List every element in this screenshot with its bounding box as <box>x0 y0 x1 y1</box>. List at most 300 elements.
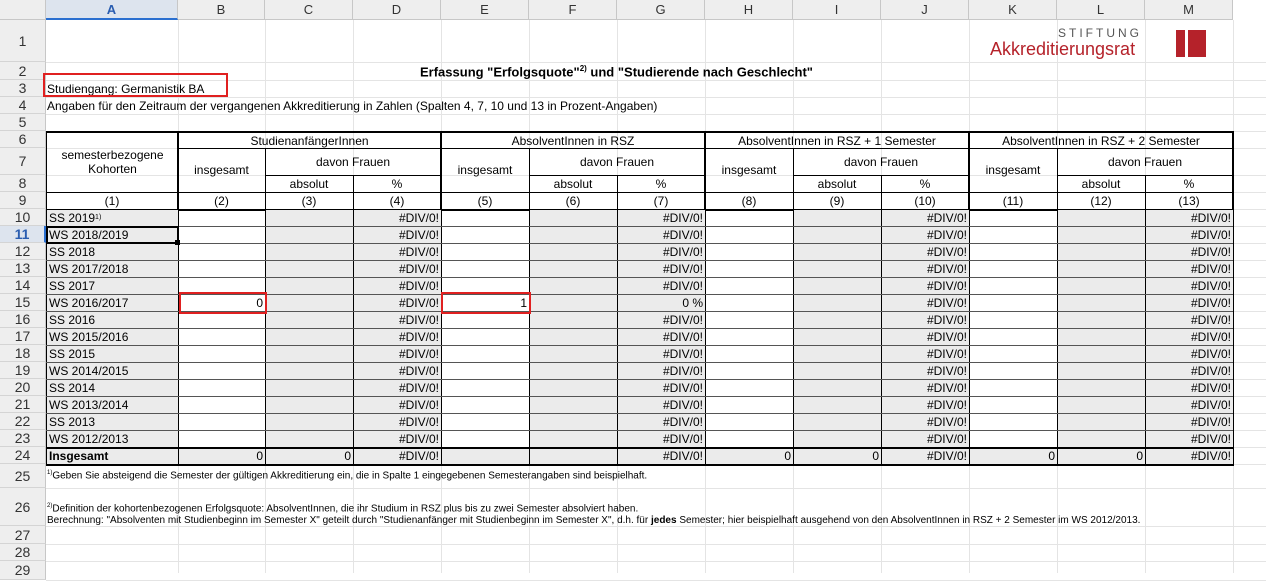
data-cell[interactable]: #DIV/0! <box>1190 244 1231 259</box>
period-description: Angaben für den Zeitraum der vergangenen Akkreditierung in Zahlen (Spalten 4, 7, 10 und 13 in Prozent-Angaben) <box>47 99 658 113</box>
total-cell[interactable]: 0 <box>1048 448 1055 463</box>
row-header-24[interactable]: 24 <box>0 447 46 464</box>
data-cell[interactable]: #DIV/0! <box>1190 431 1231 446</box>
data-cell[interactable]: #DIV/0! <box>926 278 967 293</box>
cohort-label-text: WS 2014/2015 <box>49 363 129 378</box>
total-cell[interactable] <box>529 447 617 464</box>
row-header-9[interactable]: 9 <box>0 192 46 209</box>
data-cell[interactable] <box>265 226 353 243</box>
data-cell[interactable] <box>441 226 529 243</box>
data-cell[interactable] <box>178 226 265 243</box>
data-cell[interactable]: #DIV/0! <box>1190 210 1231 225</box>
data-cell[interactable] <box>529 396 617 413</box>
column-number-2: (2) <box>214 193 229 208</box>
header-group-2: AbsolventInnen in RSZ <box>511 133 635 148</box>
data-cell[interactable] <box>1057 311 1145 328</box>
data-cell[interactable] <box>793 277 881 294</box>
data-cell[interactable]: #DIV/0! <box>1190 346 1231 361</box>
data-cell[interactable]: #DIV/0! <box>662 414 703 429</box>
data-cell[interactable]: #DIV/0! <box>662 210 703 225</box>
grid-line-horizontal <box>46 561 1266 562</box>
data-cell[interactable] <box>178 379 265 396</box>
data-cell[interactable]: #DIV/0! <box>926 431 967 446</box>
column-header-l[interactable]: L <box>1057 0 1145 20</box>
data-cell[interactable]: #DIV/0! <box>662 346 703 361</box>
data-cell[interactable] <box>705 379 793 396</box>
data-cell[interactable]: 1 <box>520 295 527 310</box>
data-cell[interactable]: #DIV/0! <box>662 431 703 446</box>
data-cell[interactable]: #DIV/0! <box>926 312 967 327</box>
header-absolut: absolut <box>817 176 857 191</box>
data-cell[interactable] <box>178 209 265 226</box>
header-group-1: StudienanfängerInnen <box>250 133 369 148</box>
data-cell[interactable] <box>705 226 793 243</box>
data-cell[interactable] <box>793 328 881 345</box>
data-cell[interactable] <box>441 260 529 277</box>
data-cell[interactable] <box>705 243 793 260</box>
data-cell[interactable] <box>1057 209 1145 226</box>
row-header-15[interactable]: 15 <box>0 294 46 311</box>
data-cell[interactable] <box>265 362 353 379</box>
data-cell[interactable] <box>793 345 881 362</box>
cohort-label[interactable] <box>47 311 178 328</box>
data-cell[interactable]: #DIV/0! <box>1190 312 1231 327</box>
data-cell[interactable]: #DIV/0! <box>1190 227 1231 242</box>
cohort-label[interactable] <box>47 396 178 413</box>
data-cell[interactable]: #DIV/0! <box>926 329 967 344</box>
column-header-h[interactable]: H <box>705 0 793 20</box>
data-cell[interactable] <box>969 413 1057 430</box>
total-cell[interactable]: 0 <box>344 448 351 463</box>
data-cell[interactable] <box>529 260 617 277</box>
footnote-3-bold: jedes <box>650 515 677 526</box>
total-row-top <box>46 447 1233 449</box>
data-cell[interactable] <box>529 294 617 311</box>
header-absolut: absolut <box>553 176 593 191</box>
data-cell[interactable]: #DIV/0! <box>662 397 703 412</box>
data-cell[interactable]: #DIV/0! <box>398 414 439 429</box>
cohort-label-text: SS 2018 <box>49 244 96 259</box>
data-cell[interactable]: #DIV/0! <box>1190 380 1231 395</box>
data-cell[interactable] <box>529 413 617 430</box>
data-cell[interactable] <box>178 328 265 345</box>
data-cell[interactable] <box>1057 226 1145 243</box>
grid-line-horizontal <box>46 488 1266 489</box>
data-cell[interactable]: #DIV/0! <box>398 363 439 378</box>
data-cell[interactable]: 0 % <box>682 295 703 310</box>
data-cell[interactable] <box>529 379 617 396</box>
column-header-d[interactable]: D <box>353 0 441 20</box>
grid-line-horizontal <box>46 62 1266 63</box>
data-cell[interactable] <box>793 362 881 379</box>
data-cell[interactable] <box>265 209 353 226</box>
data-cell[interactable]: #DIV/0! <box>398 312 439 327</box>
title-main: Erfassung "Erfolgsquote" <box>420 64 580 80</box>
data-cell[interactable] <box>1057 294 1145 311</box>
data-cell[interactable] <box>265 396 353 413</box>
header-group-3: AbsolventInnen in RSZ + 1 Semester <box>738 133 936 148</box>
data-cell[interactable] <box>1057 243 1145 260</box>
row-header-7[interactable]: 7 <box>0 148 46 175</box>
data-cell[interactable] <box>441 396 529 413</box>
data-cell[interactable] <box>1057 345 1145 362</box>
row-header-1[interactable]: 1 <box>0 20 46 62</box>
data-cell[interactable]: #DIV/0! <box>926 397 967 412</box>
data-cell[interactable]: #DIV/0! <box>662 261 703 276</box>
cohort-label[interactable] <box>47 277 178 294</box>
cohort-label-text: SS 2014 <box>49 380 96 395</box>
total-cell[interactable]: #DIV/0! <box>398 448 439 463</box>
header-insgesamt: insgesamt <box>721 163 777 177</box>
data-cell[interactable]: #DIV/0! <box>1190 363 1231 378</box>
data-cell[interactable] <box>1057 413 1145 430</box>
footnote-1 <box>47 470 647 481</box>
data-cell[interactable] <box>793 294 881 311</box>
column-number-3: (3) <box>301 193 317 208</box>
data-cell[interactable] <box>969 277 1057 294</box>
footnote-2 <box>47 503 638 514</box>
data-cell[interactable] <box>441 413 529 430</box>
total-cell[interactable]: 0 <box>1136 448 1143 463</box>
data-cell[interactable]: #DIV/0! <box>662 329 703 344</box>
header-absolut: absolut <box>1081 176 1121 191</box>
data-cell[interactable] <box>1057 379 1145 396</box>
data-cell[interactable] <box>793 226 881 243</box>
data-cell[interactable]: #DIV/0! <box>398 380 439 395</box>
data-cell[interactable] <box>265 260 353 277</box>
data-cell[interactable] <box>265 430 353 447</box>
data-cell[interactable] <box>969 396 1057 413</box>
data-cell[interactable]: #DIV/0! <box>398 295 439 310</box>
active-cell-cursor[interactable] <box>46 226 179 244</box>
cohort-label[interactable] <box>47 328 178 345</box>
row-header-28[interactable]: 28 <box>0 544 46 561</box>
total-cell[interactable]: 0 <box>256 448 263 463</box>
column-header-f[interactable]: F <box>529 0 617 20</box>
data-cell[interactable] <box>265 311 353 328</box>
row-header-16[interactable]: 16 <box>0 311 46 328</box>
data-cell[interactable]: #DIV/0! <box>398 329 439 344</box>
data-cell[interactable] <box>793 243 881 260</box>
data-cell[interactable]: #DIV/0! <box>1190 329 1231 344</box>
cohort-label-text: WS 2013/2014 <box>49 397 129 412</box>
data-cell[interactable] <box>705 362 793 379</box>
data-cell[interactable]: #DIV/0! <box>926 346 967 361</box>
data-cell[interactable] <box>178 396 265 413</box>
cohort-label[interactable] <box>47 413 178 430</box>
data-cell[interactable] <box>529 243 617 260</box>
row-header-14[interactable]: 14 <box>0 277 46 294</box>
row-header-10[interactable]: 10 <box>0 209 46 226</box>
cohort-label-text: SS 2017 <box>49 278 96 293</box>
data-cell[interactable]: #DIV/0! <box>1190 261 1231 276</box>
data-cell[interactable]: #DIV/0! <box>1190 397 1231 412</box>
cohort-label-text: SS 2015 <box>49 346 96 361</box>
data-cell[interactable] <box>1057 430 1145 447</box>
data-cell[interactable] <box>1057 277 1145 294</box>
cohort-label[interactable] <box>47 294 178 311</box>
row-header-26[interactable]: 26 <box>0 488 46 526</box>
data-cell[interactable] <box>793 379 881 396</box>
data-cell[interactable]: #DIV/0! <box>662 312 703 327</box>
footnote-3 <box>47 515 1140 526</box>
data-cell[interactable]: #DIV/0! <box>398 278 439 293</box>
data-cell[interactable] <box>705 413 793 430</box>
data-cell[interactable] <box>441 345 529 362</box>
data-cell[interactable] <box>441 328 529 345</box>
cohort-label[interactable] <box>47 362 178 379</box>
header-kohorten: semesterbezogene Kohorten <box>61 147 164 176</box>
data-cell[interactable] <box>1057 328 1145 345</box>
total-cell[interactable]: 0 <box>784 448 791 463</box>
footnote-3-pre: Berechnung: "Absolventen mit Studienbeginn im Semester X" geteilt durch "Studienanfänger mit Studienbeginn im Semester X", d.h. für <box>47 515 651 526</box>
row-header-13[interactable]: 13 <box>0 260 46 277</box>
logo-akkreditierungsrat-text: Akkreditierungsrat <box>990 39 1136 59</box>
data-cell[interactable] <box>529 328 617 345</box>
column-header-e[interactable]: E <box>441 0 529 20</box>
data-cell[interactable] <box>441 379 529 396</box>
data-cell[interactable] <box>529 430 617 447</box>
row-header-27[interactable]: 27 <box>0 526 46 544</box>
row-header-17[interactable]: 17 <box>0 328 46 345</box>
data-cell[interactable]: #DIV/0! <box>662 363 703 378</box>
row-header-3[interactable]: 3 <box>0 80 46 97</box>
data-cell[interactable] <box>265 328 353 345</box>
data-cell[interactable]: #DIV/0! <box>662 380 703 395</box>
data-cell[interactable]: #DIV/0! <box>398 397 439 412</box>
logo-mark-bar-right <box>1188 30 1206 57</box>
grid-line-horizontal <box>46 114 1266 115</box>
row-header-12[interactable]: 12 <box>0 243 46 260</box>
cohort-label-text: WS 2012/2013 <box>49 431 129 446</box>
row-header-4[interactable]: 4 <box>0 97 46 114</box>
data-cell[interactable]: #DIV/0! <box>926 363 967 378</box>
data-cell[interactable] <box>793 430 881 447</box>
program-highlight-box <box>43 73 228 97</box>
data-cell[interactable]: #DIV/0! <box>926 244 967 259</box>
data-cell[interactable]: #DIV/0! <box>398 261 439 276</box>
cohort-label[interactable] <box>47 345 178 362</box>
data-cell[interactable] <box>969 345 1057 362</box>
row-header-8[interactable]: 8 <box>0 175 46 192</box>
row-header-29[interactable]: 29 <box>0 561 46 580</box>
data-cell[interactable] <box>705 396 793 413</box>
row-header-6[interactable]: 6 <box>0 131 46 148</box>
data-cell[interactable] <box>793 413 881 430</box>
total-cell[interactable] <box>441 447 529 464</box>
data-cell[interactable]: #DIV/0! <box>1190 414 1231 429</box>
select-all-corner[interactable] <box>0 0 46 20</box>
header-absolut: absolut <box>289 176 329 191</box>
data-cell[interactable] <box>969 294 1057 311</box>
data-cell[interactable] <box>265 413 353 430</box>
data-cell[interactable]: #DIV/0! <box>662 278 703 293</box>
data-cell[interactable]: #DIV/0! <box>1190 278 1231 293</box>
data-cell[interactable]: #DIV/0! <box>398 227 439 242</box>
cohort-label-text: SS 2016 <box>49 312 96 327</box>
cohort-label[interactable] <box>47 430 178 447</box>
row-header-21[interactable]: 21 <box>0 396 46 413</box>
data-cell[interactable] <box>178 413 265 430</box>
cohort-label-text: WS 2015/2016 <box>49 329 129 344</box>
column-number-5: (5) <box>477 193 493 208</box>
data-cell[interactable] <box>793 260 881 277</box>
data-cell[interactable] <box>705 430 793 447</box>
row-header-2[interactable]: 2 <box>0 62 46 80</box>
grid-line-horizontal <box>46 526 1266 527</box>
data-cell[interactable]: #DIV/0! <box>398 244 439 259</box>
column-number-11: (11) <box>1002 193 1024 208</box>
header-insgesamt: insgesamt <box>194 163 249 177</box>
data-cell[interactable] <box>969 430 1057 447</box>
data-cell[interactable] <box>1057 260 1145 277</box>
data-cell[interactable] <box>969 362 1057 379</box>
data-cell[interactable] <box>1057 362 1145 379</box>
column-number-6: (6) <box>565 193 581 208</box>
data-cell[interactable] <box>969 379 1057 396</box>
data-cell[interactable] <box>178 430 265 447</box>
data-cell[interactable] <box>178 345 265 362</box>
grid-line-horizontal <box>46 544 1266 545</box>
data-cell[interactable] <box>441 430 529 447</box>
data-cell[interactable] <box>705 260 793 277</box>
cohort-label-text: WS 2016/2017 <box>49 295 129 310</box>
row-header-19[interactable]: 19 <box>0 362 46 379</box>
footnote-3-post: Semester; hier beispielhaft ausgehend von den AbsolventInnen in RSZ + 2 Semester im WS 2012/2013. <box>676 515 1141 526</box>
cohort-label[interactable] <box>47 243 178 260</box>
total-cell[interactable]: #DIV/0! <box>1190 448 1231 463</box>
data-cell[interactable]: 0 <box>256 295 263 310</box>
data-cell[interactable] <box>441 362 529 379</box>
data-cell[interactable]: #DIV/0! <box>398 210 439 225</box>
data-cell[interactable] <box>969 311 1057 328</box>
active-cell-handle <box>175 240 180 245</box>
title-footnote-ref: 2) <box>579 64 587 73</box>
cohort-label[interactable] <box>47 209 178 226</box>
row-header-22[interactable]: 22 <box>0 413 46 430</box>
grid-line-horizontal <box>46 97 1266 98</box>
header-group-4: AbsolventInnen in RSZ + 2 Semester <box>1002 133 1200 148</box>
column-header-m[interactable]: M <box>1145 0 1233 20</box>
column-header-k[interactable]: K <box>969 0 1057 20</box>
column-header-i[interactable]: I <box>793 0 881 20</box>
logo-mark-bar-left <box>1176 30 1185 57</box>
data-cell[interactable] <box>265 277 353 294</box>
row-header-11[interactable]: 11 <box>0 226 46 243</box>
data-cell[interactable]: #DIV/0! <box>926 210 967 225</box>
total-label: Insgesamt <box>49 448 109 463</box>
cohort-label-text: WS 2017/2018 <box>49 261 129 276</box>
data-cell[interactable]: #DIV/0! <box>398 431 439 446</box>
data-cell[interactable] <box>705 294 793 311</box>
data-cell[interactable] <box>705 277 793 294</box>
data-cell[interactable]: #DIV/0! <box>398 346 439 361</box>
data-cell[interactable]: #DIV/0! <box>662 227 703 242</box>
data-cell[interactable] <box>793 311 881 328</box>
data-cell[interactable]: #DIV/0! <box>926 295 967 310</box>
footnote-1-text: Geben Sie absteigend die Semester der gültigen Akkreditierung ein, die in Spalte 1 eingegebenen Semesterangaben sind beispielhaft. <box>52 470 648 482</box>
data-cell[interactable]: #DIV/0! <box>926 380 967 395</box>
data-cell[interactable] <box>265 379 353 396</box>
cohort-label[interactable] <box>47 379 178 396</box>
column-header-j[interactable]: J <box>881 0 969 20</box>
data-cell[interactable] <box>178 260 265 277</box>
data-cell[interactable] <box>178 362 265 379</box>
column-number-9: (9) <box>829 193 845 208</box>
cohort-label[interactable] <box>47 260 178 277</box>
data-cell[interactable] <box>529 277 617 294</box>
data-cell[interactable] <box>529 345 617 362</box>
data-cell[interactable] <box>529 209 617 226</box>
data-cell[interactable] <box>705 311 793 328</box>
header-percent: % <box>391 176 403 191</box>
cohort-label-text: SS 2013 <box>49 414 96 429</box>
data-cell[interactable] <box>969 328 1057 345</box>
column-number-13: (13) <box>1178 193 1200 208</box>
data-cell[interactable] <box>529 226 617 243</box>
data-cell[interactable] <box>705 328 793 345</box>
footnote-2-text: Definition der kohortenbezogenen Erfolgsquote: AbsolventInnen, die ihr Studium in RSZ plus bis zu zwei Semester absolviert haben. <box>52 503 639 515</box>
data-cell[interactable] <box>1057 396 1145 413</box>
header-percent: % <box>1183 176 1195 191</box>
title-rest: und "Studierende nach Geschlecht" <box>586 64 813 80</box>
data-cell[interactable] <box>793 396 881 413</box>
column-header-c[interactable]: C <box>265 0 353 20</box>
data-cell[interactable] <box>265 243 353 260</box>
footnote-1-ref: 1) <box>47 470 53 476</box>
data-cell[interactable]: #DIV/0! <box>926 414 967 429</box>
highlight-b15 <box>179 292 267 314</box>
total-cell[interactable]: #DIV/0! <box>662 448 703 463</box>
data-cell[interactable] <box>178 243 265 260</box>
column-number-10: (10) <box>914 193 936 208</box>
data-cell[interactable] <box>441 243 529 260</box>
program-name-cell[interactable]: Studiengang: Germanistik BA <box>47 82 205 96</box>
total-cell[interactable]: 0 <box>872 448 879 463</box>
data-cell[interactable]: #DIV/0! <box>926 227 967 242</box>
data-cell[interactable] <box>265 345 353 362</box>
data-cell[interactable] <box>793 209 881 226</box>
data-cell[interactable] <box>969 260 1057 277</box>
header-percent: % <box>655 176 667 191</box>
row-header-25[interactable]: 25 <box>0 464 46 488</box>
data-cell[interactable] <box>529 311 617 328</box>
column-header-b[interactable]: B <box>178 0 265 20</box>
column-header-a[interactable]: A <box>46 0 178 20</box>
data-cell[interactable] <box>441 209 529 226</box>
header-davon-frauen: davon Frauen <box>579 154 655 169</box>
row-header-20[interactable]: 20 <box>0 379 46 396</box>
row-header-5[interactable]: 5 <box>0 114 46 131</box>
data-cell[interactable] <box>265 294 353 311</box>
sheet-title <box>420 64 813 79</box>
row-header-18[interactable]: 18 <box>0 345 46 362</box>
data-cell[interactable]: #DIV/0! <box>926 261 967 276</box>
data-cell[interactable]: #DIV/0! <box>1190 295 1231 310</box>
header-percent: % <box>919 176 931 191</box>
data-cell[interactable] <box>969 243 1057 260</box>
data-cell[interactable] <box>969 226 1057 243</box>
data-cell[interactable] <box>529 362 617 379</box>
total-cell[interactable]: #DIV/0! <box>926 448 967 463</box>
column-number-1: (1) <box>104 193 120 208</box>
data-cell[interactable] <box>969 209 1057 226</box>
row-header-23[interactable]: 23 <box>0 430 46 447</box>
data-cell[interactable] <box>705 209 793 226</box>
data-cell[interactable] <box>705 345 793 362</box>
data-cell[interactable]: #DIV/0! <box>662 244 703 259</box>
column-header-g[interactable]: G <box>617 0 705 20</box>
